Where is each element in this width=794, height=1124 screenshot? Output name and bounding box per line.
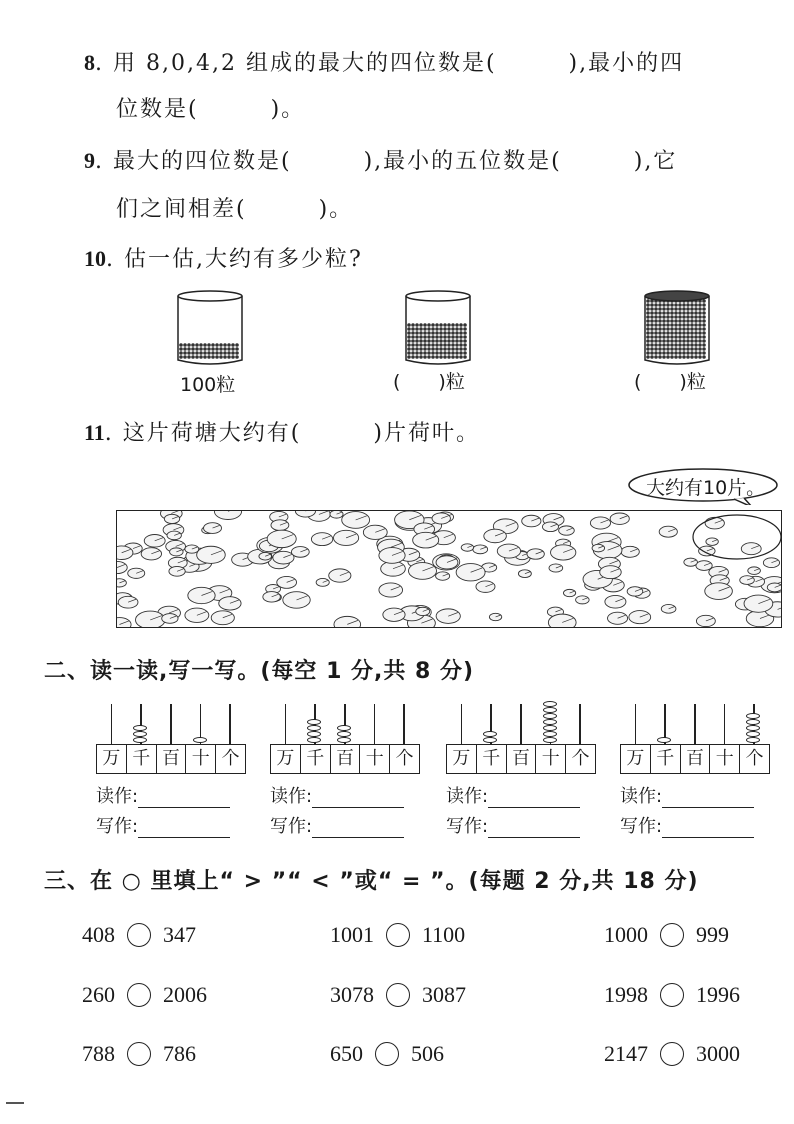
lotus-leaf	[363, 525, 387, 539]
place-label: 个	[221, 748, 240, 769]
write-line-label: 写作:	[96, 816, 139, 837]
lotus-leaf	[408, 563, 436, 580]
left-number: 1998	[604, 982, 648, 1007]
read-line	[270, 782, 404, 808]
lotus-leaf	[741, 543, 761, 555]
abacus-bead	[307, 731, 321, 737]
comparison-item	[604, 1041, 740, 1067]
lotus-leaf	[383, 608, 405, 621]
lotus-leaf	[696, 561, 712, 571]
question-number: 8	[84, 50, 95, 75]
place-label: 百	[507, 745, 537, 773]
lotus-leaf	[436, 556, 458, 569]
question-8-line-1	[84, 46, 684, 77]
left-number: 650	[330, 1041, 363, 1066]
abacus-bead	[746, 725, 760, 731]
question-text: . 估一估,大约有多少粒?	[106, 247, 363, 272]
abacus-rod	[285, 704, 287, 744]
place-label: 个	[745, 748, 764, 769]
abacus-rod	[724, 704, 726, 744]
lotus-leaf	[436, 609, 460, 624]
lotus-leaf	[661, 604, 676, 613]
section-3-title: 三、在 ○ 里填上“ > ”“ < ”或“ = ”。(每题 2 分,共 18 分)	[44, 869, 699, 894]
lotus-leaf	[600, 566, 621, 579]
abacus-bead	[746, 713, 760, 719]
place-label: 十	[360, 745, 390, 773]
abacus-bead	[543, 737, 557, 743]
lotus-leaf	[696, 615, 715, 626]
answer-blank[interactable]	[138, 819, 230, 838]
comparison-item	[330, 982, 466, 1008]
speech-bubble-text: 大约有10片。	[646, 477, 766, 499]
lotus-leaf	[748, 567, 761, 575]
lotus-leaf	[164, 514, 179, 523]
lotus-leaf	[518, 570, 531, 578]
abacus-rod	[579, 704, 581, 744]
lotus-leaf	[763, 558, 779, 568]
lotus-leaf	[548, 614, 576, 627]
abacus-bead	[543, 701, 557, 707]
abacus-bead	[307, 737, 321, 743]
lotus-leaf	[563, 589, 575, 596]
place-label: 百	[331, 745, 361, 773]
place-label: 万	[97, 745, 127, 773]
lotus-leaf	[744, 595, 773, 612]
lotus-leaf	[214, 511, 241, 519]
lotus-leaf	[334, 616, 361, 627]
lotus-leaf	[188, 587, 215, 603]
question-number: 10	[84, 246, 106, 271]
lotus-leaf	[379, 548, 405, 564]
lotus-leaf	[549, 564, 563, 572]
lotus-leaf	[767, 583, 781, 592]
abacus-bead	[543, 731, 557, 737]
lotus-leaf	[271, 520, 289, 531]
lotus-leaf	[489, 613, 501, 620]
lotus-leaf	[559, 526, 575, 535]
lotus-leaf	[608, 612, 628, 624]
question-11-line-1	[84, 416, 480, 447]
abacus-bead	[307, 725, 321, 731]
abacus-place-labels	[96, 744, 246, 774]
abacus-rod	[229, 704, 231, 744]
read-line	[620, 782, 754, 808]
write-line-label: 写作:	[446, 816, 489, 837]
abacus-place-labels	[270, 744, 420, 774]
answer-circle[interactable]	[127, 1042, 151, 1066]
comparison-item	[330, 922, 465, 948]
place-label: 千	[477, 745, 507, 773]
abacus-bead	[543, 713, 557, 719]
lotus-leaf	[484, 529, 507, 543]
lotus-leaf	[334, 530, 359, 545]
lotus-leaf	[705, 583, 733, 600]
lotus-leaf	[219, 597, 241, 610]
answer-blank[interactable]	[138, 789, 230, 808]
abacus-bead	[337, 731, 351, 737]
answer-blank[interactable]	[312, 819, 404, 838]
right-number: 1996	[696, 982, 740, 1007]
lotus-leaf	[128, 568, 145, 578]
write-line-label: 写作:	[620, 816, 663, 837]
lotus-leaf	[705, 517, 724, 529]
lotus-leaf	[522, 515, 541, 527]
lotus-leaf	[659, 526, 677, 537]
answer-blank[interactable]	[312, 789, 404, 808]
lotus-leaf	[342, 512, 370, 529]
answer-blank[interactable]	[488, 819, 580, 838]
lotus-leaf	[273, 551, 294, 564]
question-text: . 这片荷塘大约有( )片荷叶。	[104, 421, 480, 446]
answer-circle[interactable]	[375, 1042, 399, 1066]
abacus-rod	[520, 704, 522, 744]
right-number: 347	[163, 922, 196, 947]
right-number: 506	[411, 1041, 444, 1066]
abacus-bead	[133, 725, 147, 731]
place-label: 万	[621, 745, 651, 773]
lotus-leaf	[706, 538, 718, 545]
lotus-leaves	[117, 511, 781, 627]
answer-circle[interactable]	[127, 923, 151, 947]
write-line	[620, 812, 754, 838]
abacus-rod	[374, 704, 376, 744]
circled-leaf-group	[693, 515, 781, 559]
lotus-leaf	[592, 544, 605, 552]
place-label: 万	[447, 745, 477, 773]
lotus-leaf	[432, 513, 450, 524]
lotus-leaf	[413, 532, 439, 548]
lotus-leaf	[117, 618, 131, 627]
abacus-bead	[543, 725, 557, 731]
lotus-leaf	[627, 587, 643, 596]
lotus-leaf	[699, 546, 715, 556]
comparison-item	[604, 982, 740, 1008]
lotus-leaf	[621, 546, 639, 557]
left-number: 3078	[330, 982, 374, 1007]
place-label: 千	[301, 745, 331, 773]
jar-1	[178, 291, 242, 364]
place-label: 百	[681, 745, 711, 773]
question-10-line-1	[84, 242, 363, 273]
comparison-item	[82, 1041, 196, 1067]
question-8-line-2: 位数是( )。	[116, 97, 306, 122]
abacus-bead	[746, 737, 760, 743]
abacus-bead	[543, 707, 557, 713]
place-label: 个	[395, 748, 414, 769]
left-number: 1001	[330, 922, 374, 947]
abacus-1	[96, 704, 246, 844]
lotus-leaf	[605, 595, 626, 608]
lotus-leaf	[456, 564, 485, 581]
lotus-leaf	[170, 548, 183, 556]
lotus-leaf	[740, 576, 755, 585]
lotus-leaf	[527, 549, 544, 559]
abacus-bead	[133, 737, 147, 743]
abacus-4	[620, 704, 770, 844]
abacus-bead	[307, 719, 321, 725]
lotus-leaf	[329, 569, 351, 582]
lotus-leaf	[167, 531, 181, 540]
right-number: 786	[163, 1041, 196, 1066]
answer-circle[interactable]	[127, 983, 151, 1007]
question-number: 9	[84, 148, 95, 173]
question-9-line-2: 们之间相差( )。	[116, 197, 354, 222]
abacus-3	[446, 704, 596, 844]
abacus-rod	[461, 704, 463, 744]
lotus-leaf	[185, 608, 209, 622]
abacus-rod	[635, 704, 637, 744]
question-text: . 用 8,0,4,2 组成的最大的四位数是( ),最小的四	[95, 51, 685, 76]
lotus-leaf	[162, 614, 178, 624]
section-2-title: 二、读一读,写一写。(每空 1 分,共 8 分)	[44, 659, 475, 684]
lotus-leaf	[144, 535, 165, 548]
place-label: 百	[157, 745, 187, 773]
lotus-leaf	[197, 546, 226, 563]
place-label: 十	[186, 745, 216, 773]
lotus-leaf	[291, 547, 309, 558]
lotus-leaf	[141, 548, 161, 560]
right-number: 999	[696, 922, 729, 947]
jar-3	[645, 291, 709, 364]
abacus-bead	[657, 737, 671, 743]
answer-circle[interactable]	[386, 923, 410, 947]
lotus-leaf	[204, 523, 222, 534]
abacus-bead	[746, 719, 760, 725]
right-number: 2006	[163, 982, 207, 1007]
answer-blank[interactable]	[488, 789, 580, 808]
place-label: 千	[127, 745, 157, 773]
read-line	[96, 782, 230, 808]
lotus-leaf	[263, 592, 280, 602]
abacus-rod	[111, 704, 113, 744]
lotus-leaf	[576, 596, 590, 604]
lotus-leaf	[118, 596, 138, 608]
read-line-label: 读作:	[620, 786, 663, 807]
write-line-label: 写作:	[270, 816, 313, 837]
lotus-leaf	[316, 578, 329, 586]
lotus-leaf	[684, 558, 698, 566]
abacus-rod	[403, 704, 405, 744]
answer-circle[interactable]	[660, 983, 684, 1007]
lotus-leaf	[117, 579, 126, 587]
write-line	[446, 812, 580, 838]
lotus-pond-illustration	[116, 510, 782, 628]
abacus-bead	[337, 737, 351, 743]
left-number: 2147	[604, 1041, 648, 1066]
jar-2	[406, 291, 470, 364]
place-label: 十	[710, 745, 740, 773]
abacus-2	[270, 704, 420, 844]
question-9-line-1	[84, 144, 677, 175]
lotus-leaf	[497, 544, 520, 558]
read-line-label: 读作:	[270, 786, 313, 807]
question-number: 11	[84, 420, 105, 445]
jar-label-2: ( )粒	[393, 371, 465, 393]
answer-circle[interactable]	[660, 1042, 684, 1066]
write-line	[96, 812, 230, 838]
read-line	[446, 782, 580, 808]
lotus-leaf	[473, 545, 488, 554]
read-line-label: 读作:	[96, 786, 139, 807]
lotus-leaf	[185, 545, 199, 553]
jar-label-1: 100粒	[180, 374, 236, 396]
lotus-leaf	[416, 607, 430, 615]
place-label: 万	[271, 745, 301, 773]
place-label: 十	[536, 745, 566, 773]
lotus-leaf	[476, 581, 495, 592]
abacus-bead	[483, 731, 497, 737]
lotus-leaf	[136, 611, 165, 627]
abacus-bead	[337, 725, 351, 731]
question-text: . 最大的四位数是( ),最小的五位数是( ),它	[95, 149, 678, 174]
comparison-item	[604, 922, 729, 948]
lotus-leaf	[610, 513, 629, 524]
abacus-bead	[483, 737, 497, 743]
abacus-bead	[133, 731, 147, 737]
answer-blank[interactable]	[662, 789, 754, 808]
read-line-label: 读作:	[446, 786, 489, 807]
lotus-leaf	[277, 576, 297, 588]
lotus-leaf	[542, 522, 558, 532]
comparison-item	[82, 922, 196, 948]
lotus-leaf	[117, 561, 127, 573]
abacus-place-labels	[620, 744, 770, 774]
lotus-leaf	[311, 533, 332, 546]
abacus-rod	[170, 704, 172, 744]
place-label: 个	[571, 748, 590, 769]
lotus-leaf	[283, 592, 310, 608]
abacus-bead	[193, 737, 207, 743]
jar-illustrations	[0, 288, 794, 368]
write-line	[270, 812, 404, 838]
right-number: 1100	[422, 922, 466, 947]
lotus-leaf	[461, 544, 473, 551]
lotus-leaf	[629, 611, 651, 624]
lotus-leaf	[169, 566, 185, 576]
lotus-leaf	[551, 545, 576, 560]
lotus-leaf	[330, 511, 343, 518]
comparison-item	[82, 982, 207, 1008]
answer-circle[interactable]	[660, 923, 684, 947]
lotus-leaf	[267, 530, 296, 547]
answer-blank[interactable]	[662, 819, 754, 838]
jar-label-3: ( )粒	[634, 371, 706, 393]
abacus-rod	[694, 704, 696, 744]
answer-circle[interactable]	[386, 983, 410, 1007]
abacus-bead	[543, 719, 557, 725]
place-label: 千	[651, 745, 681, 773]
comparison-item	[330, 1041, 444, 1067]
lotus-leaf	[379, 583, 403, 597]
left-number: 408	[82, 922, 115, 947]
lotus-leaf	[259, 552, 272, 560]
lotus-leaf	[590, 517, 610, 529]
left-number: 788	[82, 1041, 115, 1066]
abacus-place-labels	[446, 744, 596, 774]
lotus-leaf	[436, 572, 450, 580]
right-number: 3087	[422, 982, 466, 1007]
abacus-bead	[746, 731, 760, 737]
right-number: 3000	[696, 1041, 740, 1066]
left-number: 260	[82, 982, 115, 1007]
lotus-leaf	[211, 611, 234, 625]
left-number: 1000	[604, 922, 648, 947]
page-edge-mark	[6, 1102, 24, 1104]
